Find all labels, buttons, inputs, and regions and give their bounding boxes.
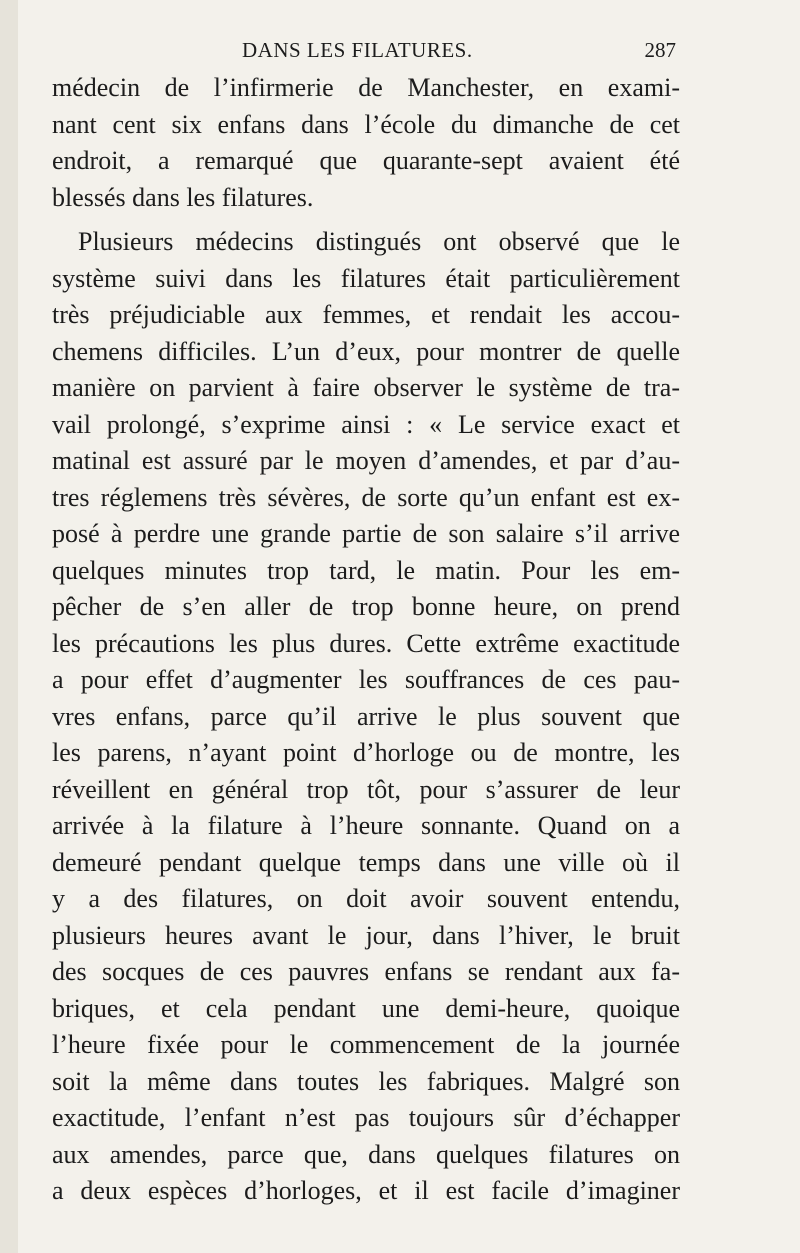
text-line: demeuré pendant quelque temps dans une ville où il	[52, 847, 680, 877]
text-line: blessés dans les filatures.	[52, 182, 314, 212]
text-line: pêcher de s’en aller de trop bonne heure, on prend	[52, 592, 680, 621]
text-line: vres enfans, parce qu’il arrive le plus souvent que	[52, 701, 680, 731]
text-line: l’heure fixée pour le commencement de la journée	[52, 1030, 680, 1059]
text-line: exactitude, l’enfant n’est pas toujours sûr d’échapper	[52, 1103, 680, 1132]
text-line: chemens difficiles. L’un d’eux, pour montrer de quelle	[52, 336, 680, 366]
page-gutter	[0, 0, 18, 1253]
text-line: briques, et cela pendant une demi-heure, quoique	[52, 993, 680, 1023]
text-line: arrivée à la filature à l’heure sonnante. Quand on a	[52, 811, 680, 840]
text-line: les parens, n’ayant point d’horloge ou de montre, les	[52, 738, 680, 767]
text-line: plusieurs heures avant le jour, dans l’hiver, le bruit	[52, 920, 680, 950]
body-text	[52, 70, 680, 1210]
text-line: les précautions les plus dures. Cette extrême exactitude	[52, 628, 680, 658]
text-line: Plusieurs médecins distingués ont observé que le	[78, 227, 680, 256]
text-line: soit la même dans toutes les fabriques. Malgré son	[52, 1066, 680, 1096]
text-line: matinal est assuré par le moyen d’amendes, et par d’au-	[52, 446, 680, 475]
text-line: a pour effet d’augmenter les souffrances de ces pau-	[52, 665, 680, 694]
text-line: des socques de ces pauvres enfans se rendant aux fa-	[52, 957, 680, 986]
text-line: système suivi dans les filatures était particulièrement	[52, 263, 680, 293]
text-line: manière on parvient à faire observer le système de tra-	[52, 373, 680, 402]
text-line: posé à perdre une grande partie de son salaire s’il arrive	[52, 519, 680, 548]
text-line: a deux espèces d’horloges, et il est facile d’imaginer	[52, 1176, 680, 1205]
text-line: réveillent en général trop tôt, pour s’assurer de leur	[52, 774, 680, 804]
text-line: vail prolongé, s’exprime ainsi : « Le service exact et	[52, 409, 680, 439]
text-line: très préjudiciable aux femmes, et rendait les accou-	[52, 300, 680, 329]
text-line: y a des filatures, on doit avoir souvent entendu,	[52, 884, 680, 913]
text-line: aux amendes, parce que, dans quelques filatures on	[52, 1139, 680, 1169]
page-number: 287	[644, 38, 676, 62]
text-line: quelques minutes trop tard, le matin. Pour les em-	[52, 555, 680, 585]
text-line: tres réglemens très sévères, de sorte qu’un enfant est ex-	[52, 482, 680, 512]
running-title: DANS LES FILATURES.	[242, 38, 473, 62]
text-line: endroit, a remarqué que quarante-sept avaient été	[52, 146, 680, 175]
page-header	[52, 38, 680, 68]
text-line: nant cent six enfans dans l’école du dimanche de cet	[52, 109, 680, 139]
paragraph-gap	[52, 216, 680, 224]
text-line: médecin de l’infirmerie de Manchester, en exami-	[52, 73, 680, 102]
